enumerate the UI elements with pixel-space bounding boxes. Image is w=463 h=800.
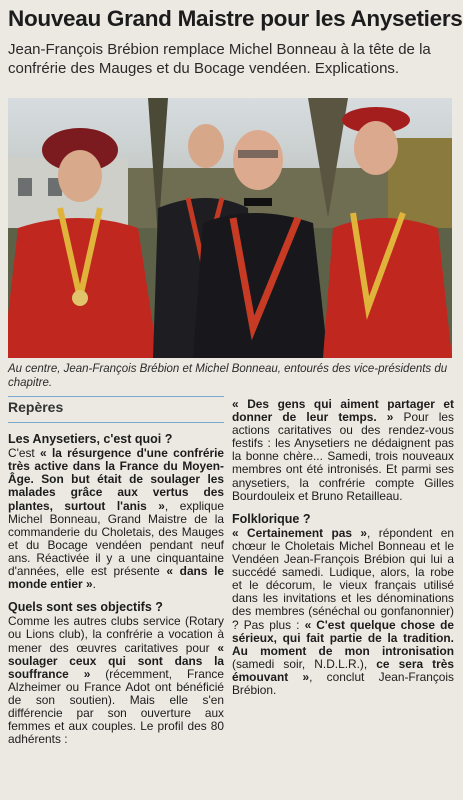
q3-body: « Certainement pas », répondent en chœur le Choletais Michel Bonneau et le Vendéen Jean-François Brébion qui lui a succédé samedi. Ludique, alors, la robe et le décorum, le vieux français utilisé dans les invitations et les dénominations des membres (sénéchal ou gonfanonnier) ? Pas plus : « C'est quelque chose de sérieux, qui fait partie de la tradition. Au moment de mon intronisation (samedi soir, N.D.L.R.), ce sera très émouvant », conclut Jean-François Brébion. bbox=[232, 525, 454, 697]
article-photo bbox=[8, 98, 452, 358]
column-right bbox=[232, 398, 454, 697]
q2-body-part2: « Des gens qui aiment partager et donner de leur temps. » Pour les actions caritatives ou des rendez-vous festifs : les Anysetiers ne dédaignent pas la bonne chère... Samedi, trois nouveaux membres ont été intronisés. Et parmi ses anysetiers, la confrérie compte Gilles Bourdouleix et Bruno Retailleau. bbox=[232, 397, 454, 503]
photo-illustration bbox=[8, 98, 452, 358]
q1-body: C'est « la résurgence d'une confrérie très active dans la France du Moyen-Âge. Son but était de soulager les malades grâce aux vertus des plantes, surtout l'anis », explique Michel Bonneau, Grand Maistre de la commanderie du Choletais, des Mauges et du Bocage vendéen pendant neuf ans. Réactivée il y a une cinquantaine d'années, elle est présente « dans le monde entier ». bbox=[8, 446, 224, 592]
q2-title: Quels sont ses objectifs ? bbox=[8, 600, 163, 615]
q3-title: Folklorique ? bbox=[232, 511, 311, 526]
standfirst: Jean-François Brébion remplace Michel Bonneau à la tête de la confrérie des Mauges et du Bocage vendéen. Explications. bbox=[8, 41, 431, 77]
headline: Nouveau Grand Maistre pour les Anysetiers bbox=[8, 6, 463, 31]
column-left bbox=[8, 396, 224, 746]
section-label: Repères bbox=[8, 396, 224, 423]
photo-caption: Au centre, Jean-François Brébion et Michel Bonneau, entourés des vice-présidents du chapitre. bbox=[8, 363, 448, 389]
q2-body-part1: Comme les autres clubs service (Rotary ou Lions club), la confrérie a vocation à mener des œuvres caritatives pour « soulager ceux qui sont dans la souffrance » (récemment, France Alzheimer ou France Adot ont bénéficié de son soutien). Mais elle s'en différencie par son ouverture aux femmes et aux couples. Le profil des 80 adhérents : bbox=[8, 614, 224, 747]
q1-title: Les Anysetiers, c'est quoi ? bbox=[8, 432, 173, 447]
